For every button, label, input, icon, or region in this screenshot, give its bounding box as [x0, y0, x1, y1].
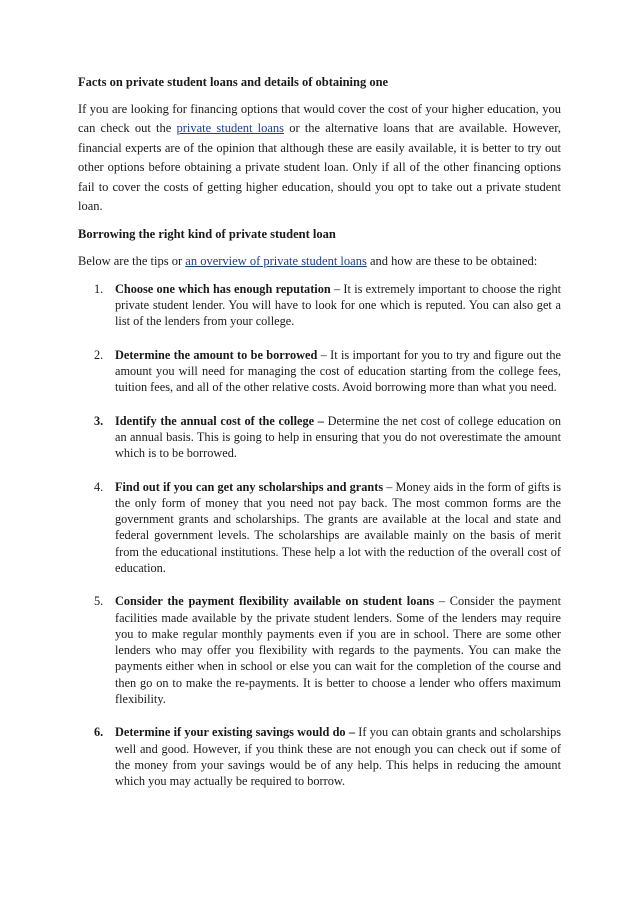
item-title: Identify the annual cost of the college – — [115, 413, 324, 428]
item-text: – Money aids in the form of gifts is the only form of money that you need not pay back. The most common forms are the government grants and scholarships. The grants are available at the local and state and federal government levels. The scholarships are available mainly on the basis of merit from the educational institutions. These help a lot with the reduction of the overall cost of education. — [115, 479, 561, 575]
tips-list — [78, 281, 561, 790]
item-title: Choose one which has enough reputation — [115, 281, 331, 296]
item-title: Determine the amount to be borrowed — [115, 347, 318, 362]
document-page — [78, 73, 561, 807]
item-number: 6. — [94, 725, 104, 740]
item-number: 3. — [94, 413, 104, 428]
tips-paragraph — [78, 252, 561, 271]
item-number: 4. — [94, 479, 104, 494]
item-text: – It is extremely important to choose the right private student lender. You will have to look for one which is reputed. You can also get a list of the lenders from your college. — [115, 281, 562, 329]
item-title: Determine if your existing savings would do – — [115, 725, 355, 740]
intro-text-before: If you are looking for financing options that would cover the cost of your higher education, you can check out the — [78, 102, 561, 136]
item-text: – Consider the payment facilities made available by the private student lenders. Some of the lenders may require you to make regular monthly payments even if you are in school. There are some other lenders who may offer you flexibility with regards to the payments. You can make the payments either when in school or else you can wait for the completion of the course and then go on to make the re-payments. It is better to choose a lender who offers maximum flexibility. — [115, 594, 561, 707]
item-number: 1. — [94, 281, 104, 296]
item-title: Consider the payment flexibility available on student loans — [115, 594, 435, 609]
item-text: – It is important for you to try and figure out the amount you will need for managing the cost of education starting from the college fees, tuition fees, and all of the other relative costs. Avoid borrowing more than what you need. — [115, 347, 561, 395]
private-student-loans-link[interactable]: private student loans — [176, 121, 285, 136]
overview-link[interactable]: an overview of private student loans — [185, 254, 367, 269]
list-item — [78, 413, 561, 462]
item-number: 5. — [94, 594, 104, 609]
heading-facts: Facts on private student loans and details of obtaining one — [78, 75, 389, 89]
item-title: Find out if you can get any scholarships and grants — [115, 479, 384, 494]
item-number: 2. — [94, 347, 104, 362]
tips-text-before: Below are the tips or — [78, 254, 186, 269]
list-item — [78, 593, 561, 707]
item-text: Determine the net cost of college education on an annual basis. This is going to help in ensuring that you do not overestimate the amount which is to be borrowed. — [115, 413, 561, 461]
intro-paragraph — [78, 100, 561, 216]
intro-text-after: or the alternative loans that are available. However, financial experts are of the opinion that although these are easily available, it is better to try out other options before obtaining a private student loan. Only if all of the other financing options fail to cover the costs of getting higher education, should you opt to take out a private student loan. — [78, 121, 562, 214]
item-text: If you can obtain grants and scholarships well and good. However, if you think these are not enough you can check out if some of the money from your savings would be of any help. This helps in reducing the amount which you may actually be required to borrow. — [115, 725, 562, 789]
list-item — [78, 479, 561, 577]
heading-borrowing: Borrowing the right kind of private student loan — [78, 227, 336, 242]
list-item — [78, 347, 561, 396]
tips-text-after: and how are these to be obtained: — [366, 254, 538, 269]
list-item — [78, 281, 561, 330]
list-item — [78, 724, 561, 789]
